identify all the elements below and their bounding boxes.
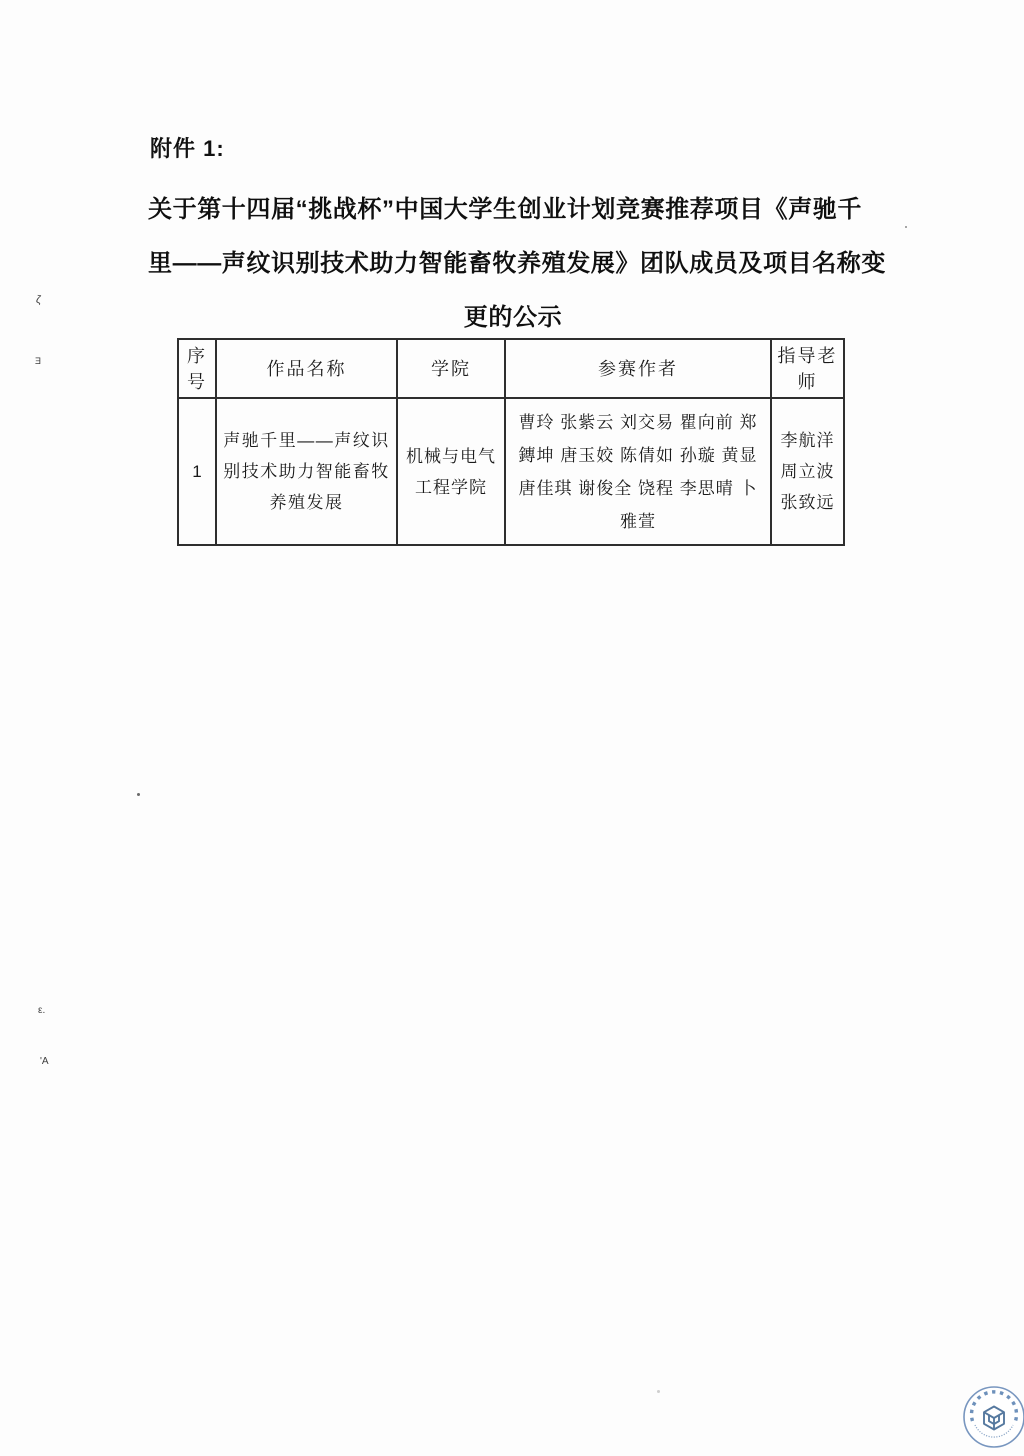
title-line-1: 关于第十四届“挑战杯”中国大学生创业计划竞赛推荐项目《声驰千 <box>148 196 862 223</box>
scan-artifact: Ǝ <box>35 356 42 366</box>
cell-college: 机械与电气工程学院 <box>397 398 505 545</box>
title-line-2: 里——声纹识别技术助力智能畜牧养殖发展》团队成员及项目名称变 <box>148 250 886 277</box>
advisor-name: 周立波 <box>780 462 835 481</box>
table-header-row <box>178 339 844 398</box>
title-line-3: 更的公示 <box>463 304 563 331</box>
header-serial: 序号 <box>178 339 216 398</box>
scan-artifact: ζ <box>35 293 42 307</box>
document-title <box>148 183 886 345</box>
scan-speck <box>137 793 140 796</box>
header-advisors: 指导老师 <box>771 339 844 398</box>
projects-table <box>177 338 845 546</box>
attachment-label: 附件 1: <box>150 136 225 161</box>
advisor-name: 张致远 <box>780 493 835 512</box>
scan-speck <box>657 1390 660 1393</box>
cell-authors: 曹玲 张紫云 刘交易 瞿向前 郑鏄坤 唐玉姣 陈倩如 孙璇 黄显 唐佳琪 谢俊全 饶程 李思晴 卜雅萱 <box>505 398 771 545</box>
header-work-title: 作品名称 <box>216 339 397 398</box>
cell-work-title: 声驰千里——声纹识别技术助力智能畜牧养殖发展 <box>216 398 397 545</box>
seal-icon <box>960 1383 1024 1451</box>
university-seal-watermark <box>960 1383 1024 1451</box>
scan-artifact: 'A <box>40 1056 49 1067</box>
scan-speck <box>905 226 907 228</box>
header-authors: 参赛作者 <box>505 339 771 398</box>
header-college: 学院 <box>397 339 505 398</box>
scan-artifact: ε. <box>38 1005 46 1016</box>
table-row <box>178 398 844 545</box>
cell-serial: 1 <box>178 398 216 545</box>
advisor-name: 李航洋 <box>780 431 835 450</box>
cell-advisors <box>771 398 844 545</box>
